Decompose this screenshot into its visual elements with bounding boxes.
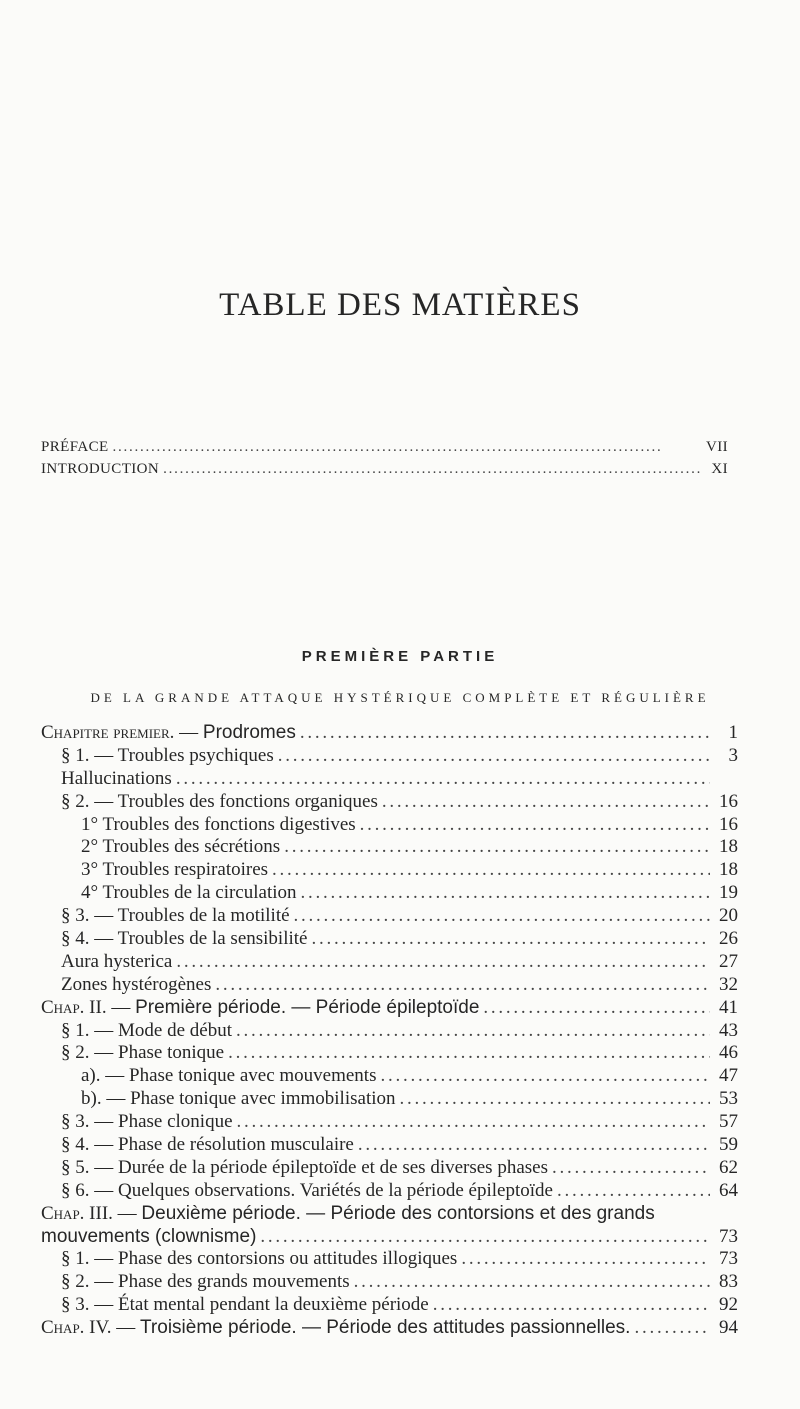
chapter-title: Deuxième période. — Période des contorsions et des grands [141,1202,655,1224]
dot-leader [113,436,700,459]
toc-chapter-4 [41,1317,738,1340]
toc-page: 64 [719,1179,738,1201]
chapter-title: Prodromes [202,722,296,743]
toc-entry [41,1271,738,1294]
toc-page: 3 [728,744,738,766]
toc-chapter-2 [41,997,738,1020]
part-title: PREMIÈRE PARTIE [301,648,499,665]
dot-leader [354,1271,710,1294]
toc-label: 1° Troubles des fonctions digestives [81,813,356,835]
dot-leader [380,1065,710,1088]
toc-page: 16 [719,790,738,812]
dot-leader [236,1020,710,1043]
toc-entry [41,859,738,882]
toc-entry [41,905,738,928]
dot-leader [272,859,710,882]
toc-entry [41,1157,738,1180]
toc-entry [41,1294,738,1317]
dot-leader [294,905,710,928]
toc-page: VII [705,439,728,455]
toc-entry [41,1134,738,1157]
dot-leader [228,1042,710,1065]
toc-page: 16 [719,813,738,835]
toc-label: Zones hystérogènes [61,973,212,995]
dot-leader [400,1088,710,1111]
toc-page: 62 [719,1156,738,1178]
toc-entry [41,951,738,974]
dot-leader [176,951,710,974]
chapter-title: Troisième période. — Période des attitudes passionnelles. [140,1317,631,1339]
toc-chapter-1 [41,722,738,745]
toc-label: § 3. — Troubles de la motilité [61,905,290,927]
toc-label: b). — Phase tonique avec immobilisation [81,1088,396,1110]
toc-entry [41,1042,738,1065]
toc-label: PRÉFACE [41,439,109,455]
toc-page: 73 [719,1225,738,1247]
toc-page: 43 [719,1019,738,1041]
toc-entry [41,1088,738,1111]
dot-leader [237,1111,710,1134]
dot-leader [176,768,710,791]
toc-label: § 1. — Mode de début [61,1019,232,1041]
toc-front-introduction [41,458,728,481]
dot-leader [433,1294,710,1317]
dot-leader [300,722,710,745]
toc-page: 57 [719,1111,738,1133]
dot-leader [557,1180,710,1203]
toc-label: INTRODUCTION [41,461,160,477]
toc-page: 19 [719,882,738,904]
toc-front-preface [41,436,728,459]
dot-leader [215,974,710,997]
toc-entry [41,1180,738,1203]
toc-page: XI [711,461,728,477]
toc-entry [41,1020,738,1043]
toc-page: 92 [719,1294,738,1316]
dot-leader [301,882,710,905]
dot-leader [284,836,710,859]
toc-entry [41,1248,738,1271]
toc-page: 46 [719,1042,738,1064]
chapter-title: Première période. — Période épileptoïde [135,996,480,1018]
toc-label: § 1. — Troubles psychiques [61,744,274,766]
dot-leader [483,997,710,1020]
toc-label: 4° Troubles de la circulation [81,882,297,904]
toc-chapter-3-continued [41,1226,738,1249]
toc-label: § 2. — Phase tonique [61,1042,225,1064]
toc-page: 18 [719,859,738,881]
toc-label: § 1. — Phase des contorsions ou attitudes illogiques [61,1248,458,1270]
chapter-prefix: Chap. III. — [41,1202,142,1224]
toc-label: § 6. — Quelques observations. Variétés de la période épileptoïde [61,1179,553,1201]
toc-page: 73 [719,1248,738,1270]
toc-page: 47 [719,1065,738,1087]
toc-label: a). — Phase tonique avec mouvements [81,1065,377,1087]
toc-page: 59 [719,1134,738,1156]
dot-leader [311,928,710,951]
toc-entry [41,1111,738,1134]
dot-leader [552,1157,710,1180]
toc-page: 26 [719,928,738,950]
toc-entry [41,1065,738,1088]
dot-leader [278,745,710,768]
toc-entry [41,836,738,859]
table-of-contents [41,722,738,1340]
toc-label: 3° Troubles respiratoires [81,859,269,881]
toc-label: § 2. — Phase des grands mouvements [61,1271,350,1293]
dot-leader [358,1134,710,1157]
toc-label: Aura hysterica [61,950,173,972]
chapter-prefix: Chapitre premier. — [41,722,203,743]
toc-label: § 2. — Troubles des fonctions organiques [61,790,378,812]
toc-entry [41,768,738,791]
toc-entry [41,882,738,905]
toc-label: § 3. — État mental pendant la deuxième période [61,1294,429,1316]
toc-label: Hallucinations [61,767,172,789]
toc-label: § 4. — Troubles de la sensibilité [61,928,308,950]
dot-leader [260,1226,710,1249]
toc-page: 1 [728,722,738,743]
chapter-title-continued: mouvements (clownisme) [41,1225,257,1247]
toc-label: § 4. — Phase de résolution musculaire [61,1134,354,1156]
chapter-prefix: Chap. IV. — [41,1317,141,1339]
toc-entry [41,745,738,768]
toc-label: § 3. — Phase clonique [61,1111,233,1133]
toc-page: 94 [719,1317,738,1339]
dot-leader [461,1248,710,1271]
dot-leader [163,458,700,481]
toc-entry [41,791,738,814]
toc-label: § 5. — Durée de la période épileptoïde et de ses diverses phases [61,1156,548,1178]
toc-entry [41,814,738,837]
toc-page: 32 [719,973,738,995]
part-subtitle: DE LA GRANDE ATTAQUE HYSTÉRIQUE COMPLÈTE ET RÉGULIÈRE [90,690,710,705]
dot-leader [360,814,710,837]
toc-page: 41 [719,996,738,1018]
chapter-prefix: Chap. II. — [41,996,136,1018]
toc-entry [41,928,738,951]
toc-page: 27 [719,950,738,972]
toc-entry [41,974,738,997]
toc-page: 18 [719,836,738,858]
toc-label: 2° Troubles des sécrétions [81,836,281,858]
toc-chapter-3 [41,1203,738,1226]
toc-page: 83 [719,1271,738,1293]
dot-leader [634,1317,710,1340]
toc-page: 20 [719,905,738,927]
toc-page: 53 [719,1088,738,1110]
dot-leader [382,791,710,814]
page-title: TABLE DES MATIÈRES [219,287,581,323]
